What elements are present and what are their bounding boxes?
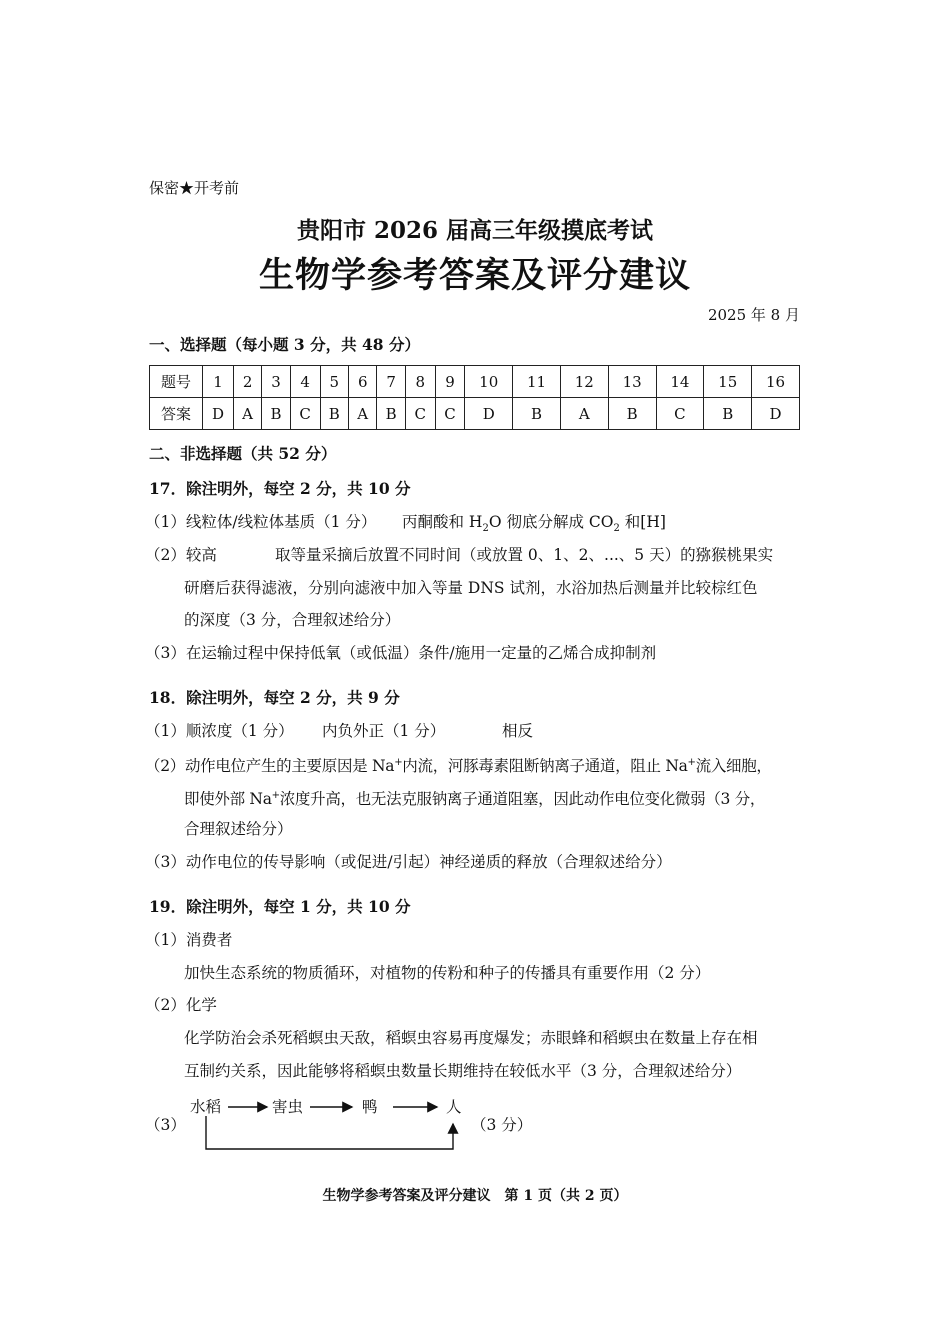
q17-p3: （3）在运输过程中保持低氧（或低温）条件/施用一定量的乙烯合成抑制剂 — [145, 644, 657, 662]
page-footer: 生物学参考答案及评分建议 第 1 页（共 2 页） — [322, 1188, 628, 1204]
exam-title: 贵阳市 2026 届高三年级摸底考试 — [296, 217, 654, 244]
answer-letter: C — [435, 398, 465, 430]
q19-p3-label: （3） — [145, 1116, 186, 1134]
answer-letter: C — [290, 398, 320, 430]
answer-letter: D — [465, 398, 513, 430]
q18-p2-line2: 即使外部 Na+浓度升高，也无法克服钠离子通道阻塞，因此动作电位变化微弱（3 分， — [184, 790, 766, 809]
question-number: 15 — [704, 366, 752, 398]
answer-letter: B — [320, 398, 349, 430]
q18-p1-c: 相反 — [502, 722, 534, 740]
row-label-question: 题号 — [150, 366, 203, 398]
arrow-icon — [206, 1116, 453, 1149]
q17-heading: 17．除注明外，每空 2 分，共 10 分 — [149, 479, 411, 498]
answer-letter: A — [560, 398, 608, 430]
document-title: 生物学参考答案及评分建议 — [258, 255, 691, 296]
q17-p2-line1: 取等量采摘后放置不同时间（或放置 0、1、2、...、5 天）的猕猴桃果实 — [275, 546, 774, 564]
q18-heading: 18．除注明外，每空 2 分，共 9 分 — [149, 688, 400, 707]
q18-p2-line3: 合理叙述给分） — [184, 820, 293, 838]
q18-p1-a: （1）顺浓度（1 分） — [145, 722, 294, 740]
q19-p2-label: （2）化学 — [145, 996, 217, 1014]
food-chain-node: 害虫 — [272, 1098, 304, 1116]
answer-letter: B — [262, 398, 291, 430]
question-number: 14 — [656, 366, 704, 398]
question-number: 8 — [405, 366, 435, 398]
section2-heading: 二、非选择题（共 52 分） — [149, 444, 337, 463]
question-number: 12 — [560, 366, 608, 398]
q18-p1-b: 内负外正（1 分） — [322, 722, 446, 740]
q17-p1-answer: 丙酮酸和 $H_2O$ 彻底分解成 $CO_2$ 和[H] — [402, 513, 666, 535]
answer-letter: A — [234, 398, 262, 430]
question-number: 16 — [752, 366, 800, 398]
question-number: 5 — [320, 366, 349, 398]
q19-p3-score: （3 分） — [471, 1116, 533, 1134]
document-date: 2025 年 8 月 — [707, 306, 800, 324]
answer-letter: D — [203, 398, 234, 430]
q19-p2-line2: 互制约关系，因此能够将稻螟虫数量长期维持在较低水平（3 分，合理叙述给分） — [184, 1062, 742, 1080]
question-number: 11 — [513, 366, 561, 398]
question-number: 4 — [290, 366, 320, 398]
answer-letter: B — [377, 398, 406, 430]
question-number: 6 — [349, 366, 377, 398]
q18-p3: （3）动作电位的传导影响（或促进/引起）神经递质的释放（合理叙述给分） — [145, 853, 672, 871]
answer-letter: B — [608, 398, 656, 430]
q19-heading: 19．除注明外，每空 1 分，共 10 分 — [149, 897, 411, 916]
answer-letter: A — [349, 398, 377, 430]
food-chain-node: 人 — [446, 1098, 462, 1116]
question-number: 3 — [262, 366, 291, 398]
q17-p2-label: （2）较高 — [145, 546, 217, 564]
question-number: 2 — [234, 366, 262, 398]
answer-letter: B — [704, 398, 752, 430]
answer-letter: C — [656, 398, 704, 430]
question-number: 7 — [377, 366, 406, 398]
food-chain-node: 水稻 — [190, 1098, 222, 1116]
q17-p2-line3: 的深度（3 分，合理叙述给分） — [184, 611, 401, 629]
q18-p2-line1: （2）动作电位产生的主要原因是 Na+内流，河豚毒素阻断钠离子通道，阻止 Na+流入细胞， — [145, 757, 772, 776]
question-number: 9 — [435, 366, 465, 398]
q19-p1-line: 加快生态系统的物质循环，对植物的传粉和种子的传播具有重要作用（2 分） — [184, 964, 711, 982]
confidential-label: 保密★开考前 — [149, 179, 240, 197]
question-number: 10 — [465, 366, 513, 398]
answer-letter: C — [405, 398, 435, 430]
question-number: 1 — [203, 366, 234, 398]
answer-letter: B — [513, 398, 561, 430]
q19-p1-label: （1）消费者 — [145, 931, 233, 949]
question-number: 13 — [608, 366, 656, 398]
q17-p1-label: （1）线粒体/线粒体基质（1 分） — [145, 513, 377, 531]
q17-p2-line2: 研磨后获得滤液，分别向滤液中加入等量 DNS 试剂，水浴加热后测量并比较棕红色 — [184, 579, 758, 597]
food-chain-node: 鸭 — [362, 1098, 378, 1116]
section1-heading: 一、选择题（每小题 3 分，共 48 分） — [149, 335, 420, 354]
answer-letter: D — [752, 398, 800, 430]
row-label-answer: 答案 — [150, 398, 203, 430]
q19-p2-line1: 化学防治会杀死稻螟虫天敌，稻螟虫容易再度爆发；赤眼蜂和稻螟虫在数量上存在相 — [184, 1029, 758, 1047]
